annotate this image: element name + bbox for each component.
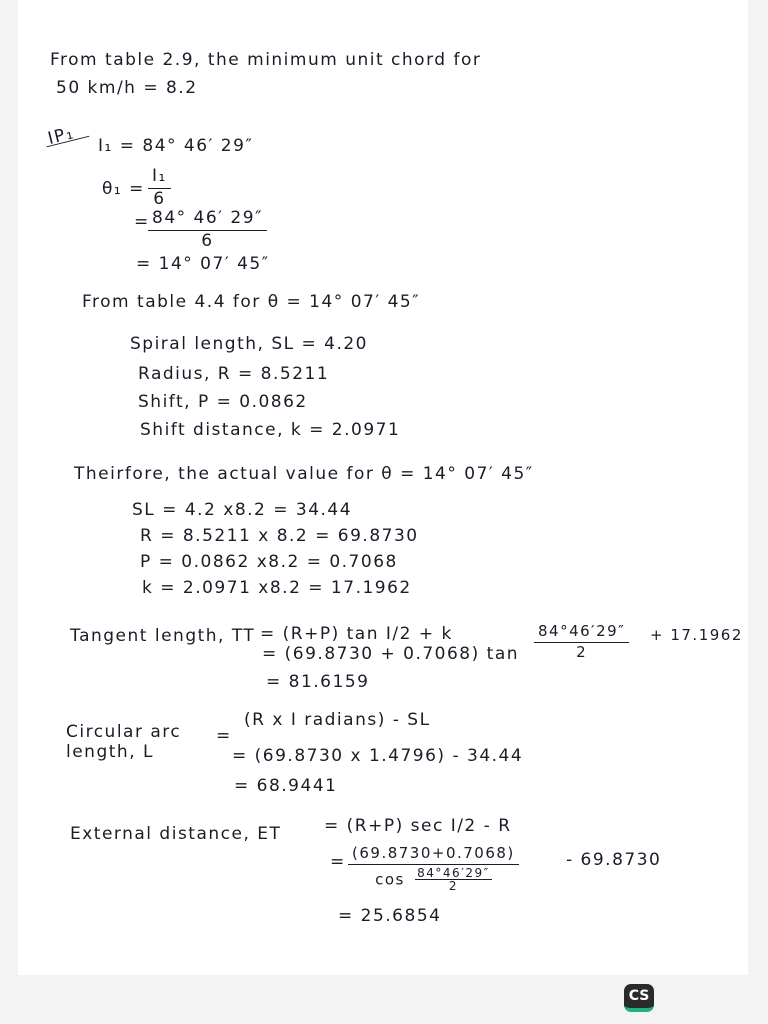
table44-row: Spiral length, SL = 4.20 (130, 334, 368, 354)
arc-result: = 68.9441 (234, 776, 338, 796)
actual-heading: Theirfore, the actual value for θ = 14° 07′ 45″ (74, 464, 534, 484)
arc-line-2: = (69.8730 x 1.4796) - 34.44 (232, 746, 524, 766)
tangent-label: Tangent length, TT (70, 626, 256, 646)
external-result: = 25.6854 (338, 906, 442, 926)
actual-row: SL = 4.2 x8.2 = 34.44 (132, 500, 353, 520)
camscanner-logo: CS (624, 984, 654, 1012)
theta1-fraction-den: 6 (153, 188, 166, 209)
arc-label-1: Circular arc (66, 722, 182, 742)
arc-label-2: length, L (66, 742, 154, 762)
table44-heading: From table 4.4 for θ = 14° 07′ 45″ (82, 292, 421, 312)
actual-row: k = 2.0971 x8.2 = 17.1962 (142, 578, 412, 598)
theta1-fraction-2-den: 6 (201, 230, 214, 251)
external-cos: cos (375, 870, 405, 889)
ip1-i1: I₁ = 84° 46′ 29″ (98, 136, 254, 156)
theta1-fraction-2-num: 84° 46′ 29″ (148, 210, 267, 231)
external-tail: - 69.8730 (566, 850, 662, 870)
arc-line-1: (R x I radians) - SL (244, 710, 431, 730)
tangent-angle-fraction (534, 624, 629, 661)
theta1-fraction-2 (148, 210, 267, 251)
tangent-angle-num: 84°46′29″ (534, 624, 629, 643)
theta1-eq: = (134, 212, 150, 232)
external-cos-den: 2 (448, 879, 458, 894)
table44-row: Shift, P = 0.0862 (138, 392, 308, 412)
theta1-fraction (148, 168, 171, 209)
theta1-result: = 14° 07′ 45″ (136, 254, 270, 274)
external-fraction-num: (69.8730+0.7068) (348, 846, 519, 865)
external-cos-num: 84°46′29″ (417, 865, 490, 880)
external-cos-fraction (415, 867, 492, 893)
tangent-line-2: = (69.8730 + 0.7068) tan (262, 644, 520, 664)
table44-row: Shift distance, k = 2.0971 (140, 420, 401, 440)
external-fraction (348, 846, 519, 893)
actual-row: P = 0.0862 x8.2 = 0.7068 (140, 552, 398, 572)
external-label: External distance, ET (70, 824, 282, 844)
arc-eq: = (216, 726, 232, 746)
intro-line-2: 50 km/h = 8.2 (56, 78, 198, 98)
external-fraction-den (375, 865, 492, 893)
tangent-line-2-tail: + 17.1962 (650, 626, 743, 644)
actual-row: R = 8.5211 x 8.2 = 69.8730 (140, 526, 419, 546)
ip1-label: IP₁ (45, 123, 77, 149)
tangent-result: = 81.6159 (266, 672, 370, 692)
intro-line-1: From table 2.9, the minimum unit chord for (50, 50, 482, 70)
theta1-lhs: θ₁ = (102, 179, 145, 199)
theta1-fraction-num: I₁ (148, 168, 171, 189)
external-line-1: = (R+P) sec I/2 - R (324, 816, 512, 836)
tangent-angle-den: 2 (576, 642, 588, 661)
tangent-line-1: = (R+P) tan I/2 + k (260, 624, 453, 644)
external-eq: = (330, 852, 346, 872)
table44-row: Radius, R = 8.5211 (138, 364, 330, 384)
